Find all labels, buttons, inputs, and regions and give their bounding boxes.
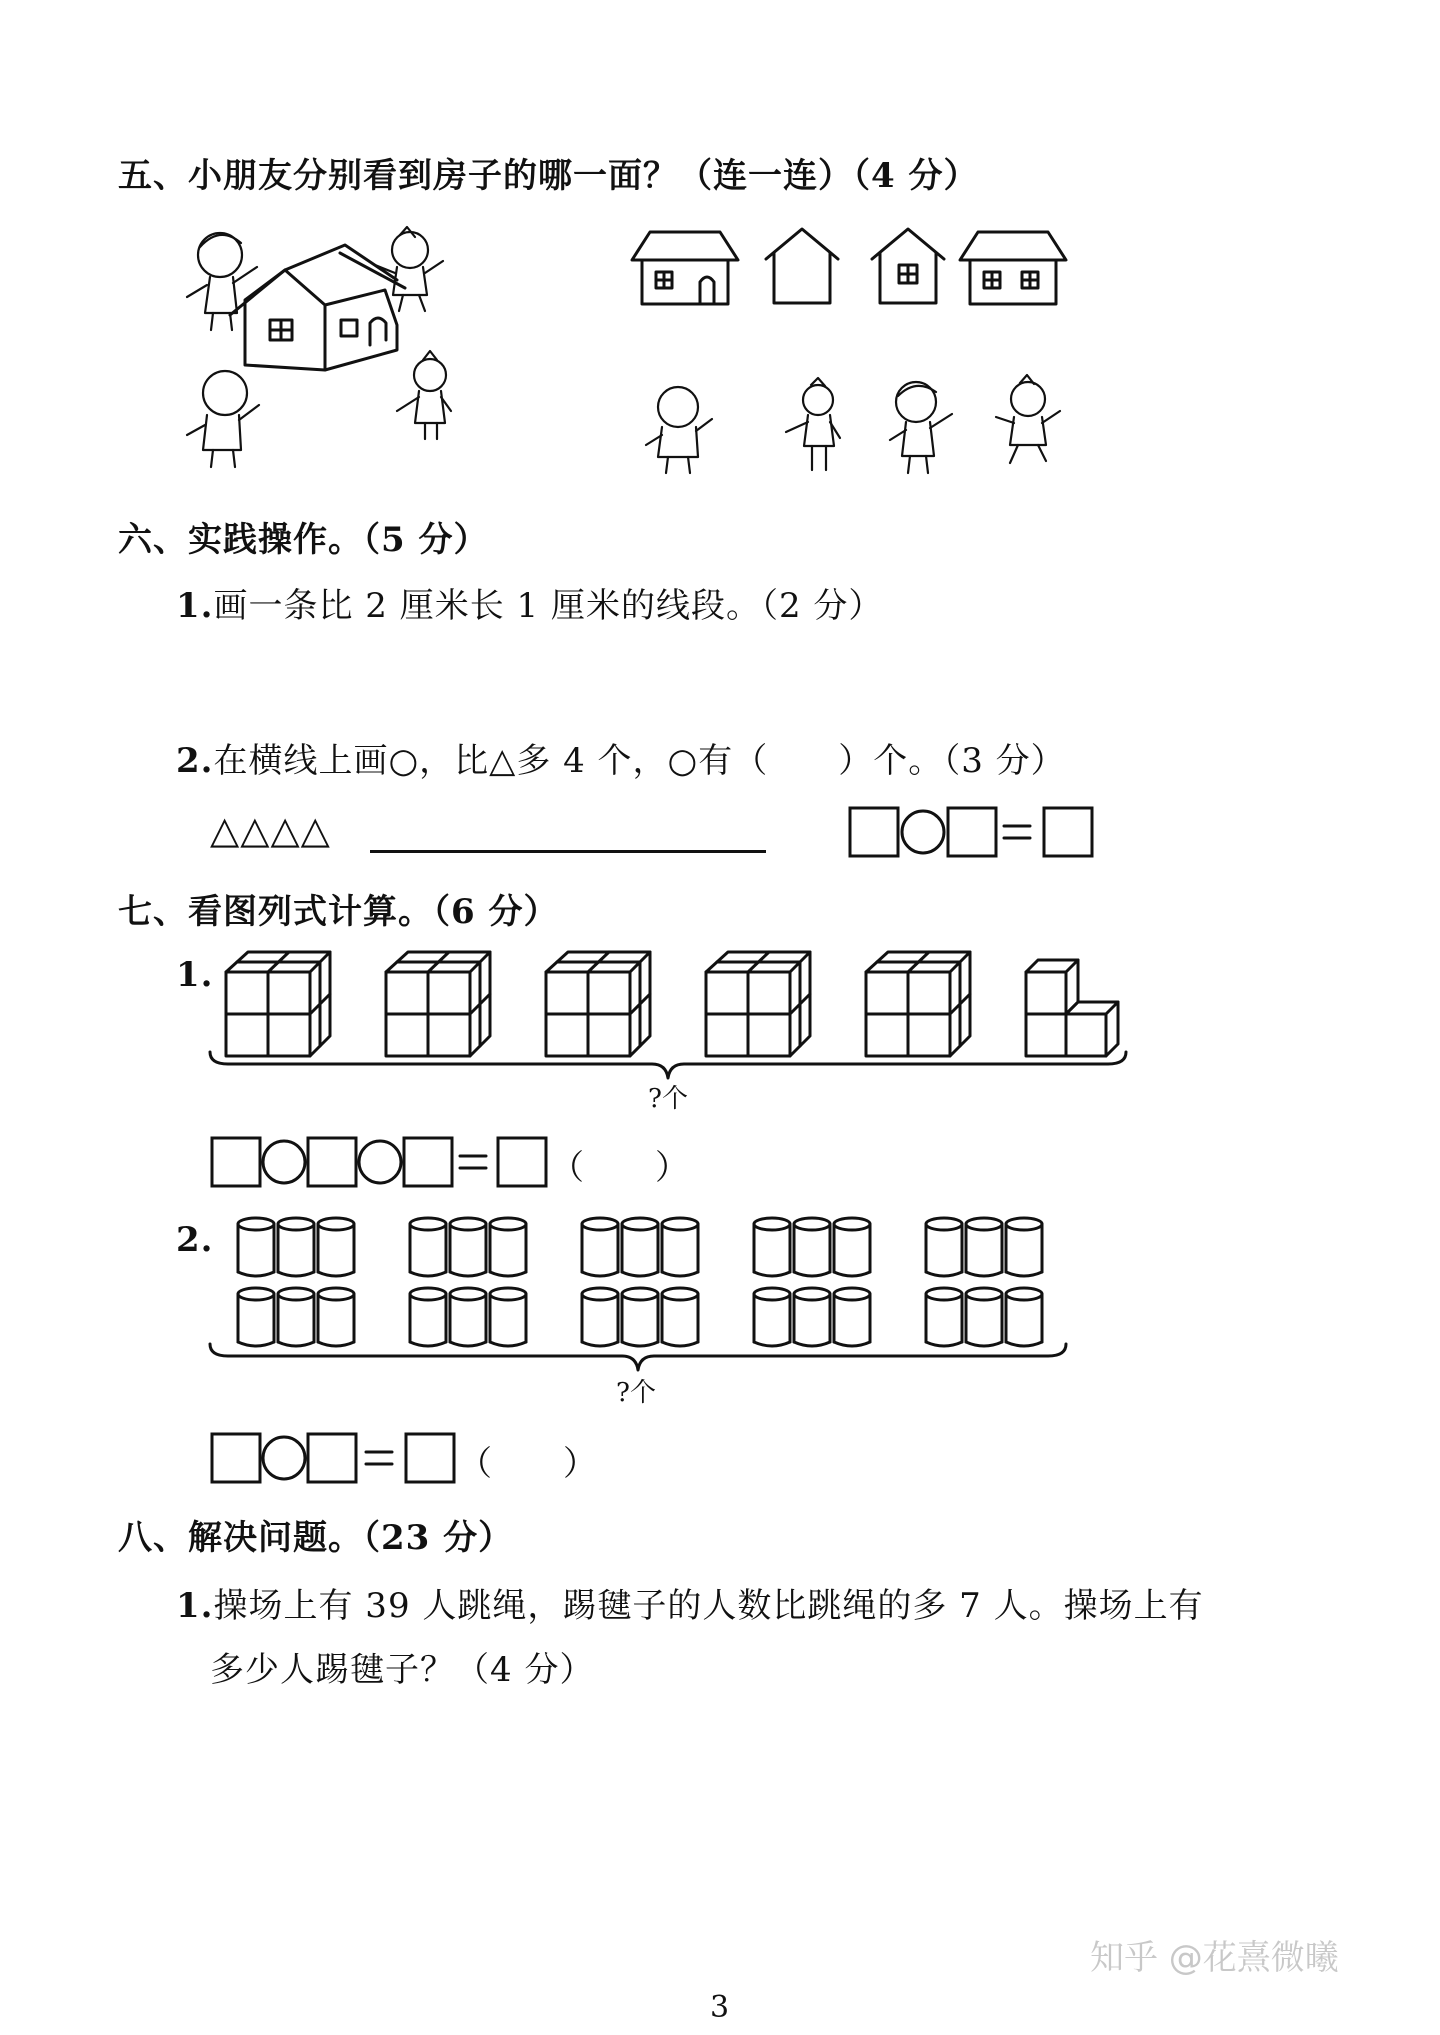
equation-blanks-7-1[interactable]: [210, 1134, 570, 1190]
cylinder-group: [754, 1218, 870, 1346]
equation-blanks-6-2[interactable]: [848, 806, 1098, 858]
section-6-title: 六、实践操作。（5 分）: [118, 520, 489, 560]
question-7-1-number: 1.: [176, 955, 214, 995]
equation-blanks-7-2[interactable]: [210, 1430, 470, 1486]
house-view-side-window: [868, 225, 948, 310]
question-text: 画一条比 2 厘米长 1 厘米的线段。（2 分）: [213, 586, 884, 626]
house-view-front: [630, 228, 740, 308]
cylinder-groups: [230, 1212, 1090, 1362]
question-6-1: [176, 578, 883, 627]
drawing-line[interactable]: [370, 850, 766, 853]
cube-cluster-partial: [1026, 960, 1118, 1056]
brace-label: ?个: [616, 1378, 656, 1408]
question-8-1-line2: 多少人踢毽子？（4 分）: [210, 1650, 595, 1690]
cube-cluster: [866, 952, 970, 1056]
unit-paren[interactable]: （ ）: [458, 1444, 598, 1484]
cube-cluster: [546, 952, 650, 1056]
section-5-title: 五、小朋友分别看到房子的哪一面？（连一连）（4 分）: [118, 156, 979, 196]
question-6-2: [176, 733, 1066, 782]
question-number: 1.: [176, 1586, 214, 1626]
question-text: 操场上有 39 人跳绳，踢毽子的人数比跳绳的多 7 人。操场上有: [213, 1586, 1204, 1626]
unit-paren[interactable]: （ ）: [550, 1148, 690, 1188]
question-7-2-number: 2.: [176, 1220, 214, 1260]
question-number: 2.: [176, 741, 214, 781]
section-7-title: 七、看图列式计算。（6 分）: [118, 892, 559, 932]
cylinder-group: [582, 1218, 698, 1346]
house-view-side-plain: [762, 225, 842, 310]
child-girl-pointing: [780, 378, 850, 478]
question-number: 1.: [176, 586, 214, 626]
cylinder-group: [238, 1218, 354, 1346]
cylinder-group: [410, 1218, 526, 1346]
cube-clusters: [220, 950, 1120, 1060]
page-number: 3: [710, 1990, 730, 2025]
house-with-children-illustration: [175, 225, 475, 475]
question-8-1-line1: [176, 1578, 1204, 1627]
child-boy-waving: [880, 378, 960, 478]
cube-cluster: [386, 952, 490, 1056]
cube-cluster: [706, 952, 810, 1056]
brace-label: ?个: [648, 1084, 688, 1114]
cube-cluster: [226, 952, 330, 1056]
child-girl-running: [990, 375, 1070, 470]
question-text: 在横线上画○，比△多 4 个，○有（ ）个。（3 分）: [213, 741, 1066, 781]
child-back-view: [640, 385, 720, 475]
triangles-row: △△△△: [210, 808, 331, 852]
watermark: 知乎 @花熹微曦: [1090, 1938, 1339, 1978]
section-8-title: 八、解决问题。（23 分）: [118, 1518, 514, 1558]
house-view-back: [958, 228, 1068, 308]
cylinder-group: [926, 1218, 1042, 1346]
